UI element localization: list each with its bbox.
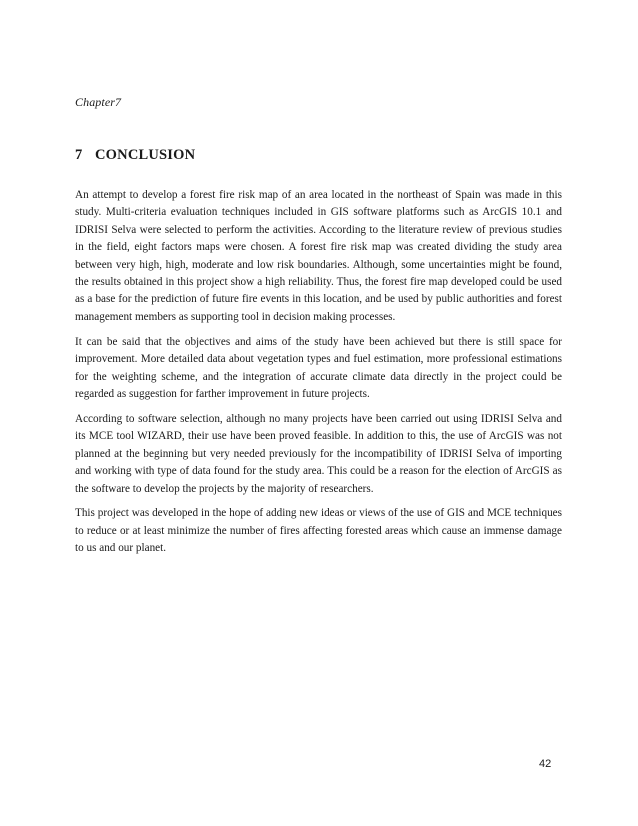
paragraph: An attempt to develop a forest fire risk map of an area located in the northeast of Spain was made in this study. Multi-criteria evaluation techniques included in GIS software platforms such as ArcGIS 10.1 and IDRISI Selva were selected to perform the activities. According to the literature review of previous studies in the field, eight factors maps were chosen. A forest fire risk map was created dividing the study area between very high, high, moderate and low risk boundaries. Although, some uncertainties might be found, the results obtained in this project show a high reliability. Thus, the forest fire map developed could be used as a base for the prediction of future fire events in this location, and be used by public authorities and forest management members as supporting tool in decision making processes.	[75, 189, 562, 323]
section-title: CONCLUSION	[95, 147, 196, 163]
body-text	[75, 187, 562, 565]
paragraph: It can be said that the objectives and aims of the study have been achieved but there is still space for improvement. More detailed data about vegetation types and fuel estimation, more professional estimations for the weighting scheme, and the integration of accurate climate data directly in the project could be regarded as suggestion for farther improvement in future projects.	[75, 335, 562, 400]
paragraph: This project was developed in the hope of adding new ideas or views of the use of GIS and MCE techniques to reduce or at least minimize the number of fires affecting forested areas which cause an immense damage to us and our planet.	[75, 507, 562, 555]
paragraph: According to software selection, although no many projects have been carried out using IDRISI Selva and its MCE tool WIZARD, their use have been proved feasible. In addition to this, the use of ArcGIS was not planned at the beginning but very needed previously for the incompatibility of IDRISI Selva of importing and working with type of data found for the study area. This could be a reason for the election of ArcGIS as the software to develop the projects by the majority of researchers.	[75, 412, 562, 495]
page-number: 42	[539, 758, 552, 770]
section-number: 7	[75, 147, 83, 163]
chapter-label: Chapter7	[75, 95, 122, 109]
section-heading	[75, 147, 195, 164]
